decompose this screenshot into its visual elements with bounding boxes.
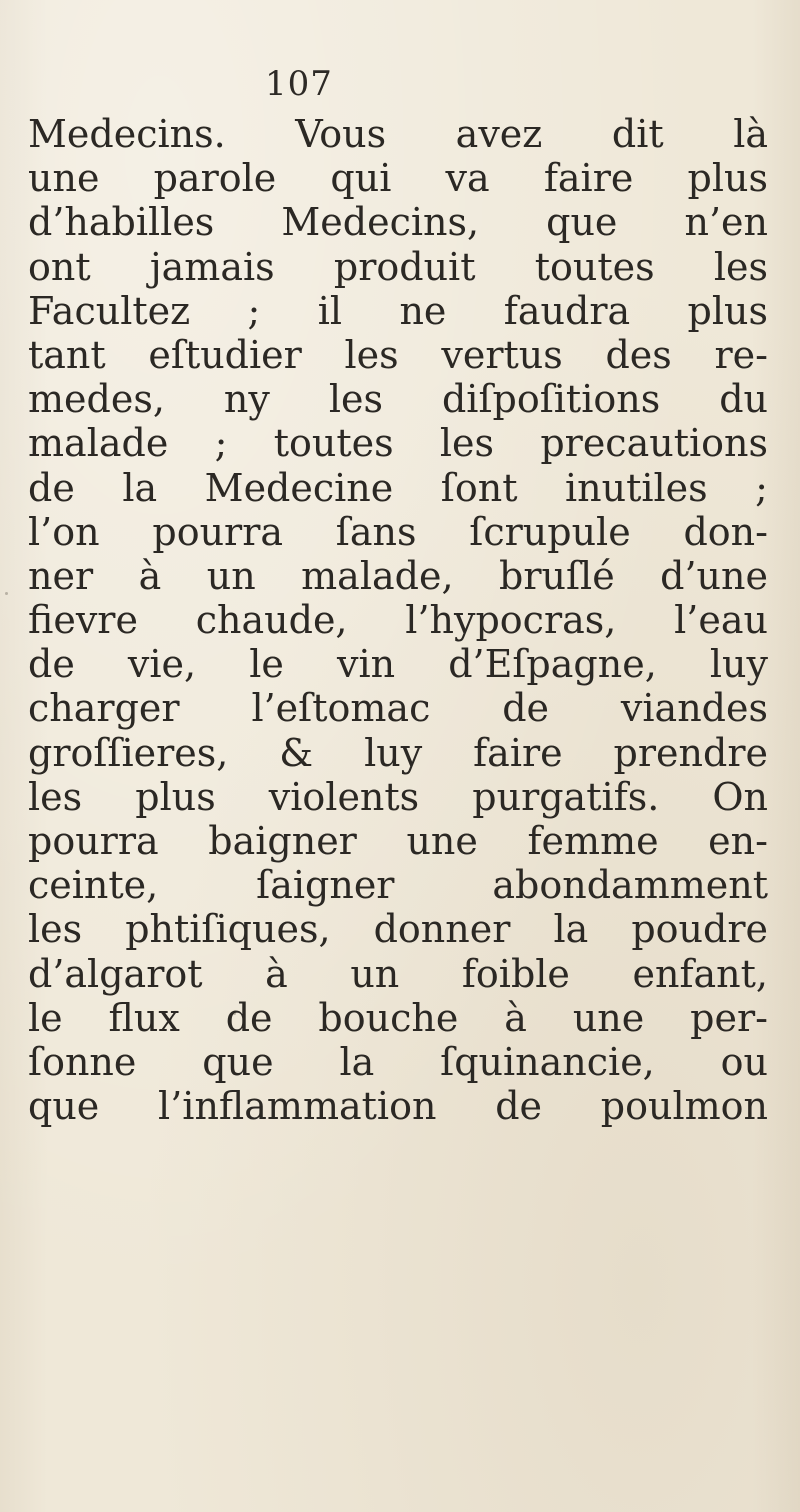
text-line: de la Medecine ſont inutiles ; — [28, 465, 768, 510]
text-line: fievre chaude, l’hypocras, l’eau — [28, 598, 768, 643]
text-line: de vie, le vin d’Eſpagne, luy — [28, 642, 768, 687]
text-line: ont jamais produit toutes les — [28, 244, 768, 289]
text-line: charger l’eſtomac de viandes — [28, 686, 768, 731]
text-line: l’on pourra ſans ſcrupule don- — [28, 509, 768, 554]
page-number: 107 — [265, 64, 333, 104]
text-line: medes, ny les diſpoſitions du — [28, 377, 768, 422]
body-text — [28, 112, 768, 1128]
text-line: le flux de bouche à une per- — [28, 995, 768, 1040]
text-line: d’habilles Medecins, que n’en — [28, 200, 768, 245]
text-line: pourra baigner une femme en- — [28, 819, 768, 863]
text-line: groſſieres, & luy faire prendre — [28, 730, 768, 775]
text-line: d’algarot à un foible enfant, — [28, 951, 768, 996]
text-line: Facultez ; il ne faudra plus — [28, 288, 768, 333]
text-line: ceinte, ſaigner abondamment — [28, 863, 768, 908]
text-line: une parole qui va faire plus — [28, 156, 768, 201]
text-line: que l’inflammation de poulmon — [28, 1084, 768, 1129]
text-line: malade ; toutes les precautions — [28, 421, 768, 466]
text-line: les phtiſiques, donner la poudre — [28, 907, 768, 952]
text-line: tant eſtudier les vertus des re- — [28, 332, 768, 377]
text-line: ner à un malade, bruſlé d’une — [28, 553, 768, 598]
paper-speck — [5, 592, 8, 595]
text-line: les plus violents purgatifs. On — [28, 774, 768, 819]
text-line: ſonne que la ſquinancie, ou — [28, 1039, 768, 1084]
text-line: Medecins. Vous avez dit là — [28, 112, 768, 156]
